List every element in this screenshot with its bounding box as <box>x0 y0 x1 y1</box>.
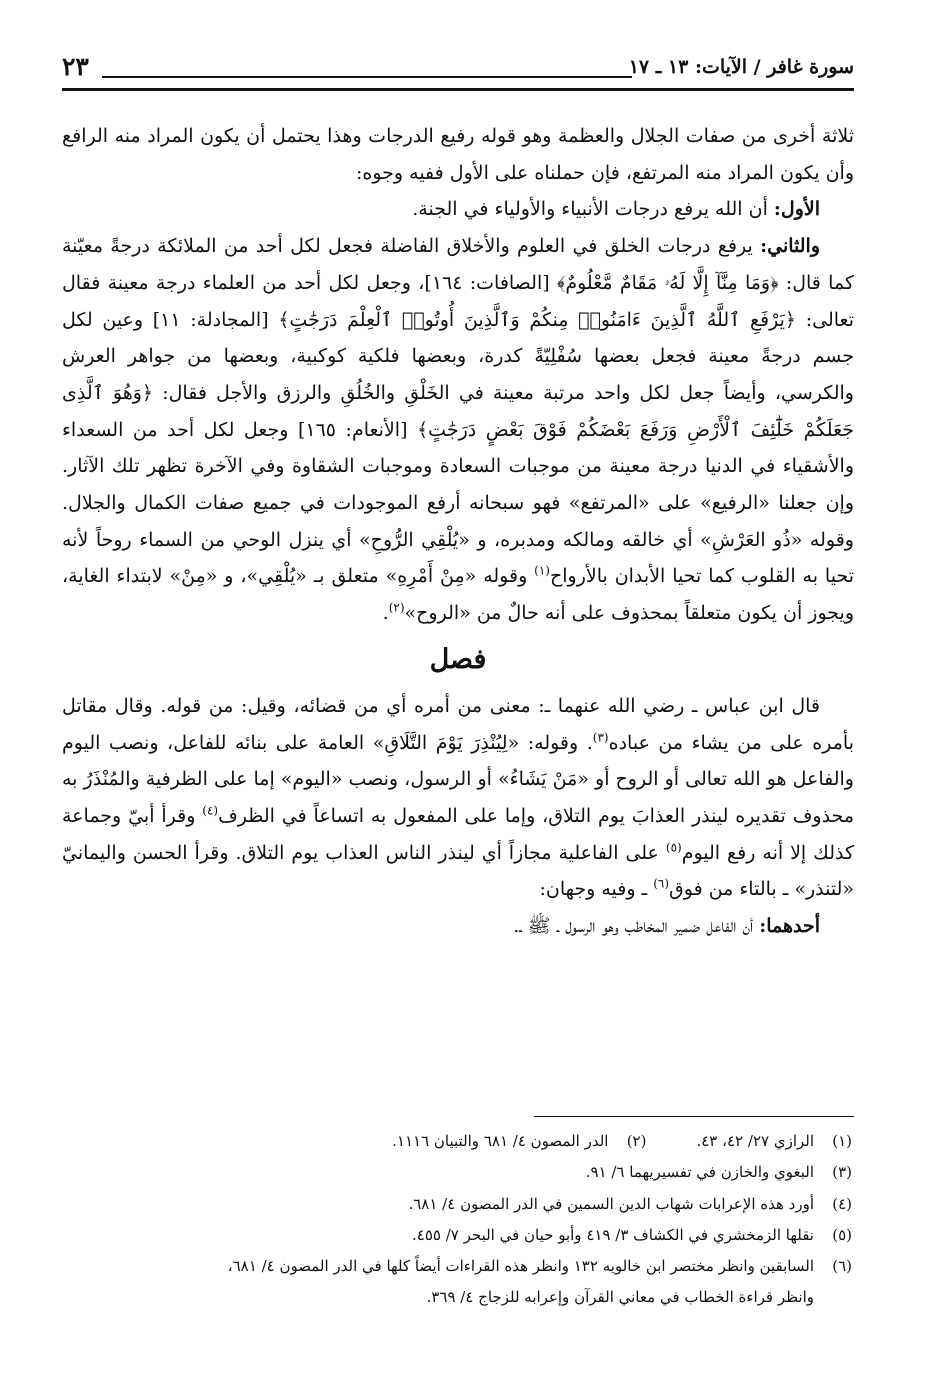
footnote-text: السابقين وانظر مختصر ابن خالويه ١٣٢ وانظر هذه القراءات أيضاً كلها في الدر المصون ٤/ ٦٨١، <box>227 1257 814 1276</box>
footnote-6 <box>62 1251 852 1282</box>
main-text <box>62 118 854 945</box>
footnote-text: الدر المصون ٤/ ٦٨١ والتبيان ١١١٦. <box>392 1132 609 1150</box>
footnote-line-1-2 <box>62 1126 852 1157</box>
header-rule <box>62 88 854 91</box>
footnote-text: أورد هذه الإعرابات شهاب الدين السمين في الدر المصون ٤/ ٦٨١. <box>408 1194 814 1213</box>
paragraph-one-of-them <box>62 908 854 945</box>
paragraph-text: يرفع درجات الخلق في العلوم والأخلاق الفاضلة فجعل لكل أحد من الملائكة درجةً معيّنة كما قال: ﴿وَمَا مِنَّآ إِلَّا لَهُۥ مَقَامٌ مَّعْلُومٌ﴾ [الصافات: ١٦٤]، وجعل لكل أحد من العلماء درجة معينة فقال تعالى: ﴿يَرْفَعِ ٱللَّهُ ٱلَّذِينَ ءَامَنُوا۟ مِنكُمْ وَٱلَّذِينَ أُوتُوا۟ ٱلْعِلْمَ دَرَجَٰتٍ﴾ [المجادلة: ١١] وعين لكل جسم درجةً معينة فجعل بعضها سُفْلِيّةً كدرة، وبعضها فلكية كوكبية، وبعضها من جواهر العرش والكرسي، وأيضاً جعل لكل واحد مرتبة معينة في الخَلْقِ والخُلُقِ والرزق والأجل فقال: ﴿وَهُوَ ٱلَّذِى جَعَلَكُمْ خَلَٰٓئِفَ ٱلْأَرْضِ وَرَفَعَ بَعْضَكُمْ فَوْقَ بَعْضٍ دَرَجَٰتٍ﴾ [الأنعام: ١٦٥] وجعل لكل أحد من السعداء والأشقياء في الدنيا درجة معينة من موجبات السعادة وموجبات الشقاوة وفي الآخرة تظهر تلك الآثار. وإن جعلنا «الرفيع» على «المرتفع» فهو سبحانه أرفع الموجودات في جميع صفات الكمال والجلال. وقوله «ذُو العَرْشِ» أي خالقه ومالكه ومدبره، و «يُلْقِي الرُّوحِ» أي ينزل الوحي من السماء روحاً لأنه تحيا به القلوب كما تحيا الأبدان بالأرواح <box>62 235 854 588</box>
footnote-ref-1[interactable]: (١) <box>534 564 550 579</box>
footnote-number: (٢) <box>626 1132 647 1150</box>
label-one: أحدهما: <box>759 915 820 938</box>
running-title: سورة غافر / الآيات: ١٣ ـ ١٧ <box>628 56 854 78</box>
label-first: الأول: <box>773 198 820 221</box>
section-title: فصل <box>429 643 487 675</box>
paragraph-text: وقوله «مِنْ أَمْرِهِ» متعلق بـ «يُلْقِي»، و «مِنْ» لابتداء الغاية، ويجوز أن يكون متعلقاً بمحذوف على أنه حالٌ من «الروح» <box>62 565 854 625</box>
paragraph-intro: ثلاثة أخرى من صفات الجلال والعظمة وهو قوله رفيع الدرجات وهذا يحتمل أن يكون المراد منه الرافع وأن يكون المراد منه المرتفع، فإن حملناه على الأول ففيه وجوه: <box>62 125 854 184</box>
paragraph-text: أن الفاعل ضمير المخاطب وهو الرسول ـ ﷺ ـ. <box>513 915 760 938</box>
paragraph-text: ـ وفيه وجهان: <box>539 878 654 901</box>
header-underline <box>102 76 632 78</box>
footnote-3 <box>62 1157 852 1188</box>
footnote-text: البغوي والخازن في تفسيريهما ٦/ ٩١. <box>585 1163 814 1182</box>
paragraph-first-aspect <box>62 191 854 228</box>
footnote-ref-4[interactable]: (٤) <box>202 803 219 818</box>
footnote-text: نقلها الزمخشري في الكشاف ٣/ ٤١٩ وأبو حيان في البحر ٧/ ٤٥٥. <box>412 1225 814 1244</box>
footnote-6-continued: وانظر قراءة الخطاب في معاني القرآن وإعرابه للزجاج ٤/ ٣٦٩. <box>426 1288 814 1307</box>
footnote-number: (٣) <box>832 1163 852 1182</box>
paragraph-text: على الفاعلية مجازاً أي لينذر الناس العذاب يوم التلاق. وقرأ الحسن واليمانيّ «لتنذر» ـ بالتاء من فوق <box>62 841 854 901</box>
paragraph-text: أن الله يرفع درجات الأنبياء والأولياء في الجنة. <box>412 198 774 221</box>
running-header <box>62 50 854 90</box>
footnote-ref-3[interactable]: (٣) <box>592 730 609 745</box>
paragraph-text: قال ابن عباس ـ رضي الله عنهما ـ: معنى من أمره أي من قضائه، وقيل: من قوله. وقال مقاتل بأمره على من يشاء من عباده <box>62 694 854 754</box>
footnote-ref-2[interactable]: (٢) <box>388 600 405 615</box>
footnote-5 <box>62 1220 852 1251</box>
paragraph-end: . <box>382 602 389 625</box>
paragraph-second-aspect <box>62 228 854 632</box>
footnote-number: (٥) <box>832 1225 852 1244</box>
paragraph-section <box>62 688 854 908</box>
footnotes <box>62 1126 852 1314</box>
footnote-4 <box>62 1189 852 1220</box>
footnote-ref-5[interactable]: (٥) <box>665 840 682 855</box>
paragraph-text: . وقوله: «لِيُنْذِرَ يَوْمَ التَّلَاقِ» العامة على بنائه للفاعل، ونصب اليوم والفاعل هو الله تعالى أو الروح أو «مَنْ يَشَاءُ» أو الرسول، ونصب «اليوم» إما على الظرفية والمُنْذَرُ به محذوف تقديره لينذر العذابَ يوم التلاق، وإما على المفعول به اتساعاً في الظرف <box>62 731 854 827</box>
footnote-number: (٤) <box>832 1194 852 1213</box>
footnote-number: (٦) <box>832 1257 852 1276</box>
footnote-ref-6[interactable]: (٦) <box>653 877 670 892</box>
page-number: ٢٣ <box>62 52 89 81</box>
footnote-number: (١) <box>832 1132 852 1150</box>
label-second: والثاني: <box>760 235 820 258</box>
paragraph-text: وقرأ أبيّ وجماعة كذلك إلا أنه رفع اليوم <box>62 804 854 864</box>
footnote-separator <box>534 1116 854 1117</box>
footnote-text: الرازي ٢٧/ ٤٢، ٤٣. <box>696 1132 814 1150</box>
